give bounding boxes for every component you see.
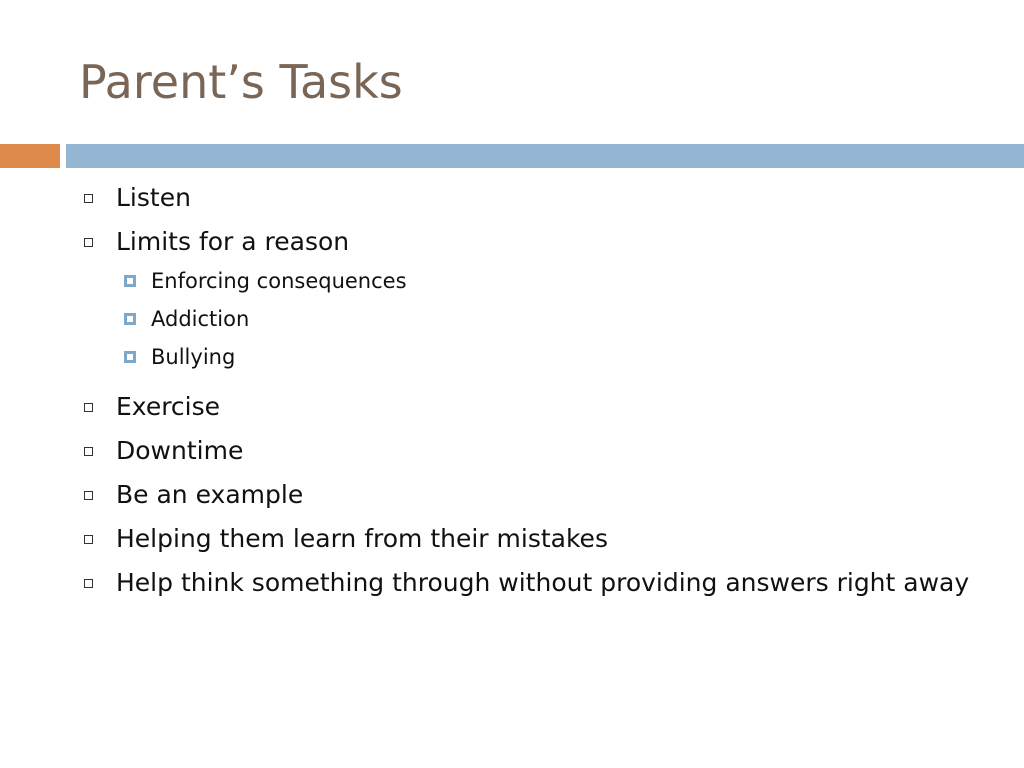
bullet-text: Helping them learn from their mistakes (116, 524, 608, 553)
title-divider-bar (66, 144, 1024, 168)
sub-bullet-item (82, 338, 982, 376)
bullet-text: Limits for a reason (116, 227, 350, 256)
bullet-list (82, 180, 982, 600)
bullet-text: Listen (116, 183, 191, 212)
hollow-square-bullet-icon (84, 491, 93, 500)
bullet-text: Help think something through without providing answers right away (116, 568, 970, 597)
bullet-text: Downtime (116, 436, 244, 465)
hollow-square-bullet-icon (84, 194, 93, 203)
bullet-item-exercise (82, 389, 982, 424)
filled-square-bullet-icon (124, 275, 136, 287)
slide-title: Parent’s Tasks (79, 55, 403, 109)
filled-square-bullet-icon (124, 313, 136, 325)
bullet-item-downtime (82, 433, 982, 468)
bullet-item-think-through (82, 565, 982, 600)
hollow-square-bullet-icon (84, 238, 93, 247)
bullet-text: Be an example (116, 480, 304, 509)
hollow-square-bullet-icon (84, 535, 93, 544)
sub-bullet-list (82, 262, 982, 376)
sub-bullet-text: Addiction (151, 307, 250, 331)
bullet-item-listen (82, 180, 982, 215)
hollow-square-bullet-icon (84, 447, 93, 456)
sub-bullet-item (82, 300, 982, 338)
bullet-text: Exercise (116, 392, 221, 421)
filled-square-bullet-icon (124, 351, 136, 363)
bullet-item-example (82, 477, 982, 512)
hollow-square-bullet-icon (84, 403, 93, 412)
accent-bar (0, 144, 60, 168)
bullet-item-limits (82, 224, 982, 259)
sub-bullet-text: Enforcing consequences (151, 269, 407, 293)
sub-bullet-item (82, 262, 982, 300)
bullet-item-mistakes (82, 521, 982, 556)
hollow-square-bullet-icon (84, 579, 93, 588)
sub-bullet-text: Bullying (151, 345, 236, 369)
